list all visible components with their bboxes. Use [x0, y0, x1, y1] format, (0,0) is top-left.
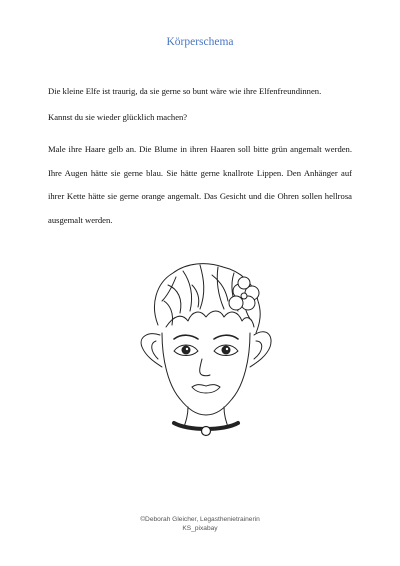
- face-outline: [162, 333, 250, 415]
- question-paragraph: Kannst du sie wieder glücklich machen?: [48, 112, 188, 122]
- intro-paragraph: Die kleine Elfe ist traurig, da sie gerne so bunt wäre wie ihre Elfenfreundinnen.: [48, 86, 322, 96]
- instructions-paragraph: Male ihre Haare gelb an. Die Blume in ihren Haaren soll bitte grün angemalt werden. Ihre Augen hätte sie gerne blau. Sie hätte gerne knallrote Lippen. Den Anhänger auf ihrer Kette hätte sie gerne orange angemalt. Das Gesicht und die Ohren sollen hellrosa ausgemalt werden.: [48, 144, 352, 225]
- right-ear-inner: [254, 341, 262, 359]
- footer: [0, 516, 400, 533]
- hair-fringe: [166, 311, 254, 327]
- left-ear-inner: [152, 341, 158, 359]
- nose: [200, 359, 210, 376]
- lower-lip: [192, 387, 220, 393]
- page-title: Körperschema: [166, 36, 234, 48]
- right-iris: [222, 346, 230, 354]
- necklace-pendant: [202, 427, 211, 436]
- elf-face-illustration: [128, 255, 278, 445]
- left-ear: [141, 334, 162, 367]
- upper-lip: [192, 385, 220, 387]
- left-eyebrow: [174, 335, 198, 339]
- right-ear: [250, 332, 271, 367]
- footer-source: KS_pixabay: [182, 524, 218, 532]
- left-iris: [182, 346, 190, 354]
- neck-right: [224, 407, 228, 427]
- neck-left: [184, 407, 188, 427]
- footer-credit: ©Deborah Gleicher, Legasthenietrainerin: [140, 516, 260, 523]
- flower-icon: [229, 277, 259, 310]
- right-eyebrow: [214, 335, 238, 339]
